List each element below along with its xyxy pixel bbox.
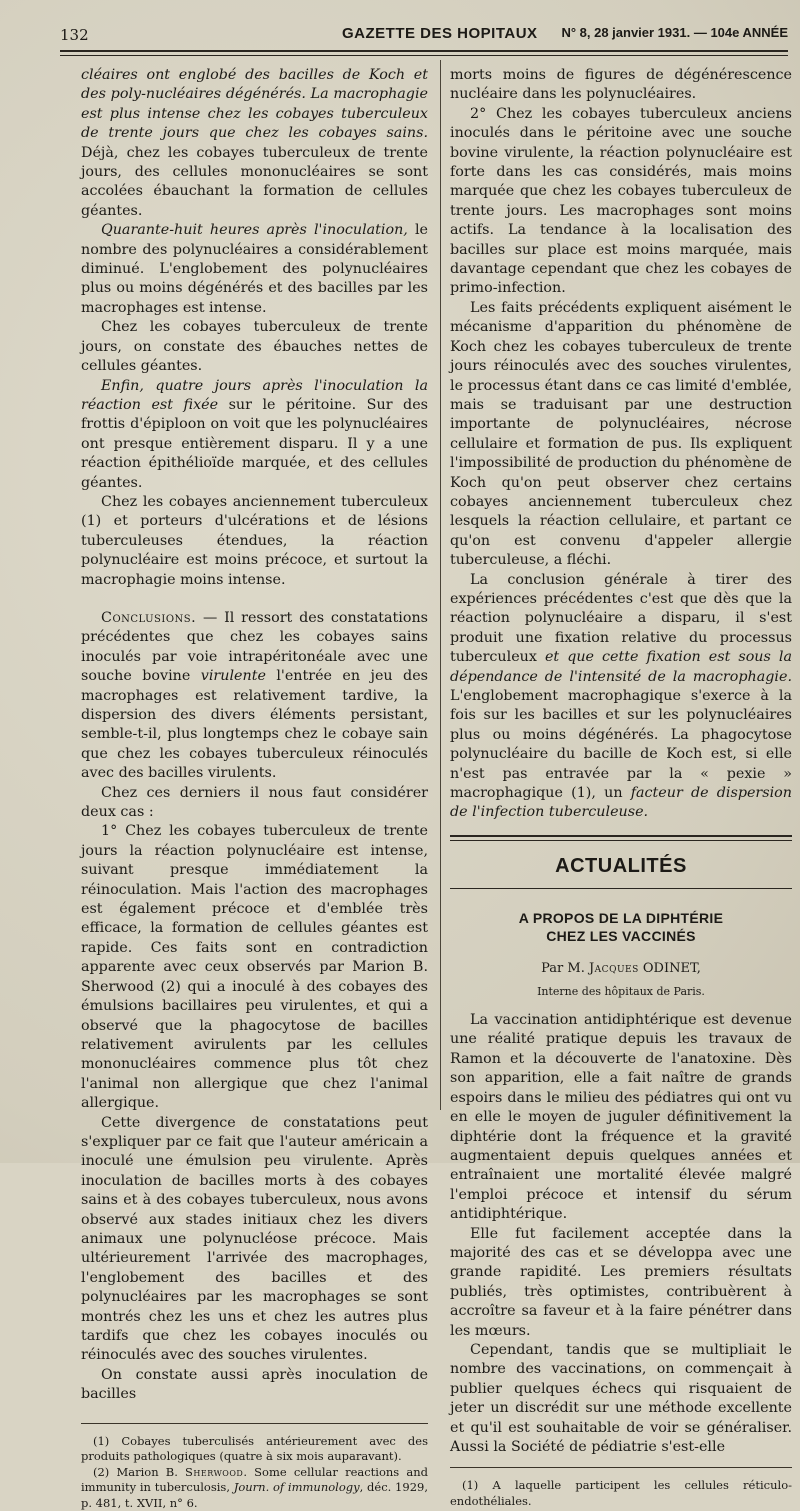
header-rule — [60, 50, 788, 52]
conclusions-heading: Conclusions. — [101, 609, 197, 626]
paragraph: La vaccination antidiphtérique est devenue une réalité pratique depuis les travaux de Ramon et la découverte de l'anatoxine. Dès son apparition, elle a fait naître de grands espoirs dans le milieu des pédiatres qui ont vu en elle le moyen de juguler définitivement la diphtérie dont la fréquence et la gravité augmentaient depuis quelques années et entraînaient une mortalité élevée malgré l'emploi précoce et intensif du sérum antidiphtérique. — [450, 1012, 792, 1223]
article-title: A PROPOS DE LA DIPHTÉRIE CHEZ LES VACCINÉS — [518, 910, 724, 945]
paragraph: 1° Chez les cobayes tuberculeux de trente jours la réaction polynucléaire est intense, suivant presque immédiatement la réinoculation. Mais l'action des macrophages est également précoce et d'emblée très efficace, la formation de cellules géantes est rapide. Ces faits sont en contradiction apparente avec ceux observés par Marion B. Sherwood (2) qui a inoculé à des cobayes des émulsions bacillaires peu virulentes, et qui a observé que la phagocytose de bacilles relativement avirulents par les cellules mononucléaires commence plus tôt chez l'animal non allergique que chez l'animal allergique. — [81, 823, 428, 1112]
footnotes — [450, 1478, 792, 1509]
section-underline — [450, 888, 792, 889]
journal-title: GAZETTE DES HOPITAUX — [342, 25, 538, 42]
paragraph: Quarante-huit heures après l'inoculation, le nombre des polynucléaires a considérablement diminué. L'englobement des polynucléaires plus ou moins dégénérés et des bacilles par les macrophages est intense. — [81, 222, 428, 316]
footnote: (1) Cobayes tuberculisés antérieurement avec des produits pathologiques (quatre à six mois auparavant). — [81, 1433, 428, 1464]
byline: Par M. Jacques ODINET, — [541, 961, 701, 977]
section-rule — [450, 835, 792, 837]
paragraph: Cette divergence de constatations peut s'expliquer par ce fait que l'auteur américain a inoculé une émulsion peu virulente. Après inoculation de bacilles morts à des cobayes sains et à des cobayes tuberculeux, nous avons observé aux stades initiaux chez les divers animaux une polynucléose précoce. Mais ultérieurement l'arrivée des macrophages, l'englobement des bacilles et des polynucléaires par les macrophages se sont montrés chez les uns et chez les autres plus tardifs que chez les cobayes inoculés ou réinoculés avec des souches virulentes. — [81, 1114, 428, 1364]
affiliation: Interne des hôpitaux de Paris. — [537, 984, 705, 998]
issue-info: N° 8, 28 janvier 1931. — 104e ANNÉE — [561, 25, 788, 40]
footnotes — [81, 1434, 428, 1511]
page-header — [60, 22, 788, 44]
paragraph: Les faits précédents expliquent aisément le mécanisme d'apparition du phénomène de Koch chez les cobayes tuberculeux de trente jours réinoculés avec des souches virulentes, le processus étant dans ce cas limité d'emblée, mais se traduisant par une destruction importante de polynucléaires, nécrose cellulaire et formation de pus. Ils expliquent l'impossibilité de production du phénomène de Koch qu'on peut observer chez certains cobayes anciennement tuberculeux chez lesquels la réaction cellulaire, et partant ce qu'on est convenu d'appeler allergie tuberculeuse, a fléchi. — [450, 299, 792, 569]
footnote-rule — [450, 1467, 792, 1468]
footnote-rule — [81, 1423, 428, 1424]
paragraph: La conclusion générale à tirer des expériences précédentes c'est que dès que la réaction polynucléaire a disparu, il s'est produit une fixation relative du processus tuberculeux et que cette fixation est sous la dépendance de l'intensité de la macrophagie. L'englobement macrophagique s'exerce à la fois sur les bacilles et sur les polynucléaires plus ou moins dégénérés. La phagocytose polynucléaire du bacille de Koch est, si elle n'est pas entravée par la « pexie » macrophagique (1), un facteur de dispersion de l'infection tuberculeuse. — [450, 571, 792, 821]
right-column — [450, 66, 792, 1509]
footnote: (1) A laquelle participent les cellules réticulo-endothéliales. — [450, 1478, 792, 1508]
column-divider — [440, 60, 441, 1110]
conclusions-paragraph: Conclusions. — Il ressort des constatations précédentes que chez les cobayes sains inoculés par voie intrapéritonéale avec une souche bovine virulente l'entrée en jeu des macrophages est relativement tardive, la dispersion des divers éléments persistant, semble-t-il, plus longtemps chez le cobaye sain que chez les cobayes tuberculeux réinoculés avec des bacilles virulents. — [81, 609, 428, 782]
paragraph: 2° Chez les cobayes tuberculeux anciens inoculés dans le péritoine avec une souche bovine virulente, la réaction polynucléaire est forte dans les cas considérés, mais moins marquée que chez les cobayes tuberculeux de trente jours. Les macrophages sont moins actifs. La tendance à la localisation des bacilles sur place est moins marquée, mais davantage cependant que chez les cobayes de primo-infection. — [450, 105, 792, 297]
paragraph: On constate aussi après inoculation de bacilles — [81, 1366, 428, 1403]
paragraph: Cependant, tandis que se multipliait le nombre des vaccinations, on commençait à publier quelques échecs qui risquaient de jeter un discrédit sur une méthode excellente et qu'il est souhaitable de voir se généraliser. Aussi la Société de pédiatrie s'est-elle — [450, 1341, 792, 1455]
footnote: (2) Marion B. Sherwood. Some cellular reactions and immunity in tuberculosis, Journ. of immunology, déc. 1929, p. 481, t. XVII, n° 6. — [81, 1464, 428, 1510]
paragraph: cléaires ont englobé des bacilles de Koch et des poly-nucléaires dégénérés. La macrophagie est plus intense chez les cobayes tuberculeux de trente jours que chez les cobayes sains. Déjà, chez les cobayes tuberculeux de trente jours, des cellules mononucléaires se sont accolées ébauchant la formation de cellules géantes. — [81, 67, 428, 219]
left-column — [81, 66, 428, 1511]
paragraph: Elle fut facilement acceptée dans la majorité des cas et se développa avec une grande rapidité. Les premiers résultats publiés, très optimistes, contribuèrent à accroître sa faveur et à la faire pénétrer dans les mœurs. — [450, 1225, 792, 1339]
paragraph: Enfin, quatre jours après l'inoculation la réaction est fixée sur le péritoine. Sur des frottis d'épiploon on voit que les polynucléaires ont presque entièrement disparu. Il y a une réaction épithélioïde marquée, et des cellules géantes. — [81, 377, 428, 491]
paragraph: morts moins de figures de dégénérescence nucléaire dans les polynucléaires. — [450, 67, 792, 103]
header-rule-thin — [60, 55, 788, 56]
section-title: ACTUALITÉS — [555, 854, 687, 877]
page-number: 132 — [60, 26, 89, 44]
paragraph: Chez les cobayes anciennement tuberculeux (1) et porteurs d'ulcérations et de lésions tuberculeuses étendues, la réaction polynucléaire est moins précoce, et surtout la macrophagie moins intense. — [81, 493, 428, 588]
paragraph: Chez ces derniers il nous faut considérer deux cas : — [81, 784, 428, 821]
section-rule-thin — [450, 840, 792, 841]
paragraph: Chez les cobayes tuberculeux de trente jours, on constate des ébauches nettes de cellules géantes. — [81, 319, 428, 375]
